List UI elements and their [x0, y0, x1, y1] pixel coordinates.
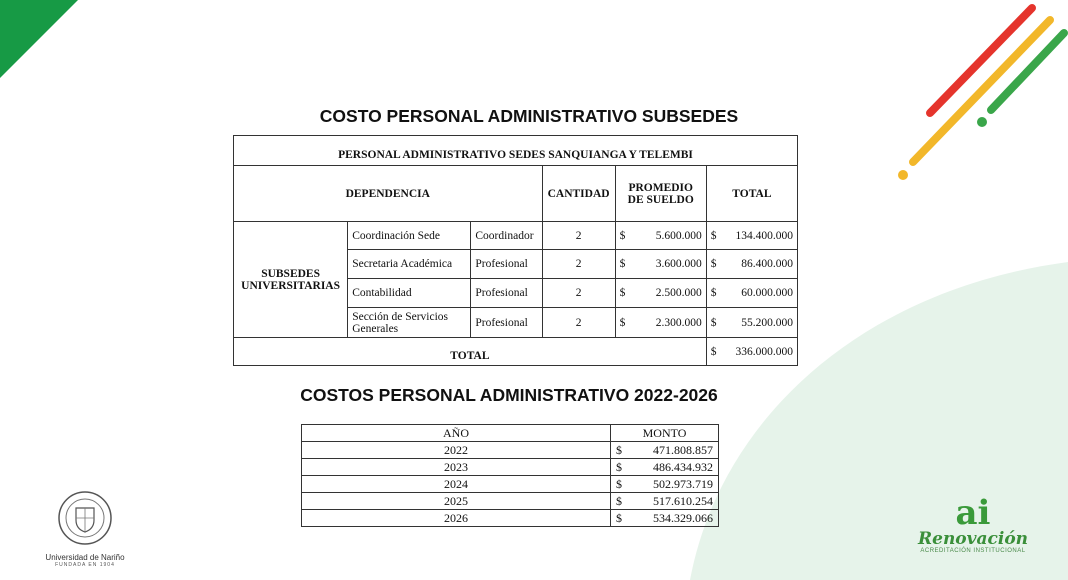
yellow-stripe	[913, 20, 1050, 162]
currency-sign: $	[710, 345, 717, 358]
row-total	[706, 222, 797, 250]
currency-sign: $	[619, 287, 626, 299]
currency-sign: $	[616, 442, 622, 457]
row-dependencia: Secretaria Académica	[348, 250, 471, 279]
row-total	[706, 250, 797, 279]
currency-sign: $	[710, 229, 717, 242]
row-cargo: Profesional	[471, 250, 542, 279]
ai-mark: ai	[955, 493, 991, 533]
grand-total-value: 336.000.000	[735, 345, 793, 358]
row-cargo: Coordinador	[471, 222, 542, 250]
years-title: COSTOS PERSONAL ADMINISTRATIVO 2022-2026	[300, 385, 718, 405]
currency-sign: $	[710, 316, 717, 329]
table-row	[302, 442, 719, 459]
renovacion-word: Renovación	[918, 529, 1029, 549]
subsedes-cost-table	[233, 135, 798, 366]
currency-sign: $	[616, 459, 622, 474]
row-cargo: Profesional	[471, 279, 542, 308]
university-name: Universidad de Nariño	[45, 553, 125, 562]
table-row	[302, 510, 719, 527]
amount-cell	[611, 442, 719, 459]
table-row	[302, 493, 719, 510]
row-cantidad: 2	[542, 222, 615, 250]
currency-sign: $	[616, 476, 622, 491]
header-total: TOTAL	[706, 166, 797, 222]
row-cantidad: 2	[542, 279, 615, 308]
row-cargo: Profesional	[471, 308, 542, 338]
total-value: 86.400.000	[741, 258, 793, 270]
amount-cell	[611, 510, 719, 527]
grand-total	[706, 338, 797, 366]
row-promedio	[615, 308, 706, 338]
table-row	[302, 459, 719, 476]
group-label: SUBSEDES UNIVERSITARIAS	[234, 222, 348, 338]
yearly-cost-table	[301, 424, 719, 527]
amount-value: 534.329.066	[653, 510, 713, 525]
year-cell: 2022	[302, 442, 611, 459]
acreditacion-text: ACREDITACIÓN INSTITUCIONAL	[920, 548, 1026, 554]
row-cantidad: 2	[542, 308, 615, 338]
promedio-value: 2.500.000	[655, 287, 702, 299]
header-promedio: PROMEDIO DE SUELDO	[615, 166, 706, 222]
total-value: 134.400.000	[735, 229, 793, 242]
row-dependencia: Sección de Servicios Generales	[348, 308, 471, 338]
green-corner-triangle	[0, 0, 78, 78]
currency-sign: $	[619, 258, 626, 270]
total-label: TOTAL	[234, 338, 707, 366]
university-founded: FUNDADA EN 1904	[55, 562, 115, 568]
yellow-dot	[898, 170, 908, 180]
promedio-value: 2.300.000	[655, 316, 702, 329]
amount-cell	[611, 459, 719, 476]
amount-value: 502.973.719	[653, 476, 713, 491]
row-total	[706, 279, 797, 308]
row-dependencia: Contabilidad	[348, 279, 471, 308]
total-value: 55.200.000	[741, 316, 793, 329]
header-year: AÑO	[302, 425, 611, 442]
currency-sign: $	[710, 258, 717, 270]
header-dependencia: DEPENDENCIA	[234, 166, 543, 222]
total-value: 60.000.000	[741, 287, 793, 299]
table-row	[234, 222, 798, 250]
renovacion-logo	[918, 493, 1029, 554]
currency-sign: $	[619, 316, 626, 329]
table-row	[302, 476, 719, 493]
row-cantidad: 2	[542, 250, 615, 279]
amount-value: 517.610.254	[653, 493, 713, 508]
row-total	[706, 308, 797, 338]
promedio-value: 3.600.000	[655, 258, 702, 270]
subsedes-title: COSTO PERSONAL ADMINISTRATIVO SUBSEDES	[319, 106, 739, 126]
university-seal-icon	[57, 490, 113, 546]
year-cell: 2023	[302, 459, 611, 476]
year-cell: 2024	[302, 476, 611, 493]
amount-value: 486.434.932	[653, 459, 713, 474]
promedio-value: 5.600.000	[655, 229, 702, 242]
amount-value: 471.808.857	[653, 442, 713, 457]
amount-cell	[611, 476, 719, 493]
year-cell: 2026	[302, 510, 611, 527]
currency-sign: $	[710, 287, 717, 299]
header-amount: MONTO	[611, 425, 719, 442]
header-cantidad: CANTIDAD	[542, 166, 615, 222]
amount-cell	[611, 493, 719, 510]
row-promedio	[615, 279, 706, 308]
year-cell: 2025	[302, 493, 611, 510]
universidad-narino-logo	[40, 490, 130, 568]
row-promedio	[615, 222, 706, 250]
currency-sign: $	[616, 493, 622, 508]
currency-sign: $	[616, 510, 622, 525]
row-dependencia: Coordinación Sede	[348, 222, 471, 250]
currency-sign: $	[619, 229, 626, 242]
table-caption: PERSONAL ADMINISTRATIVO SEDES SANQUIANGA Y TELEMBI	[234, 136, 798, 166]
row-promedio	[615, 250, 706, 279]
